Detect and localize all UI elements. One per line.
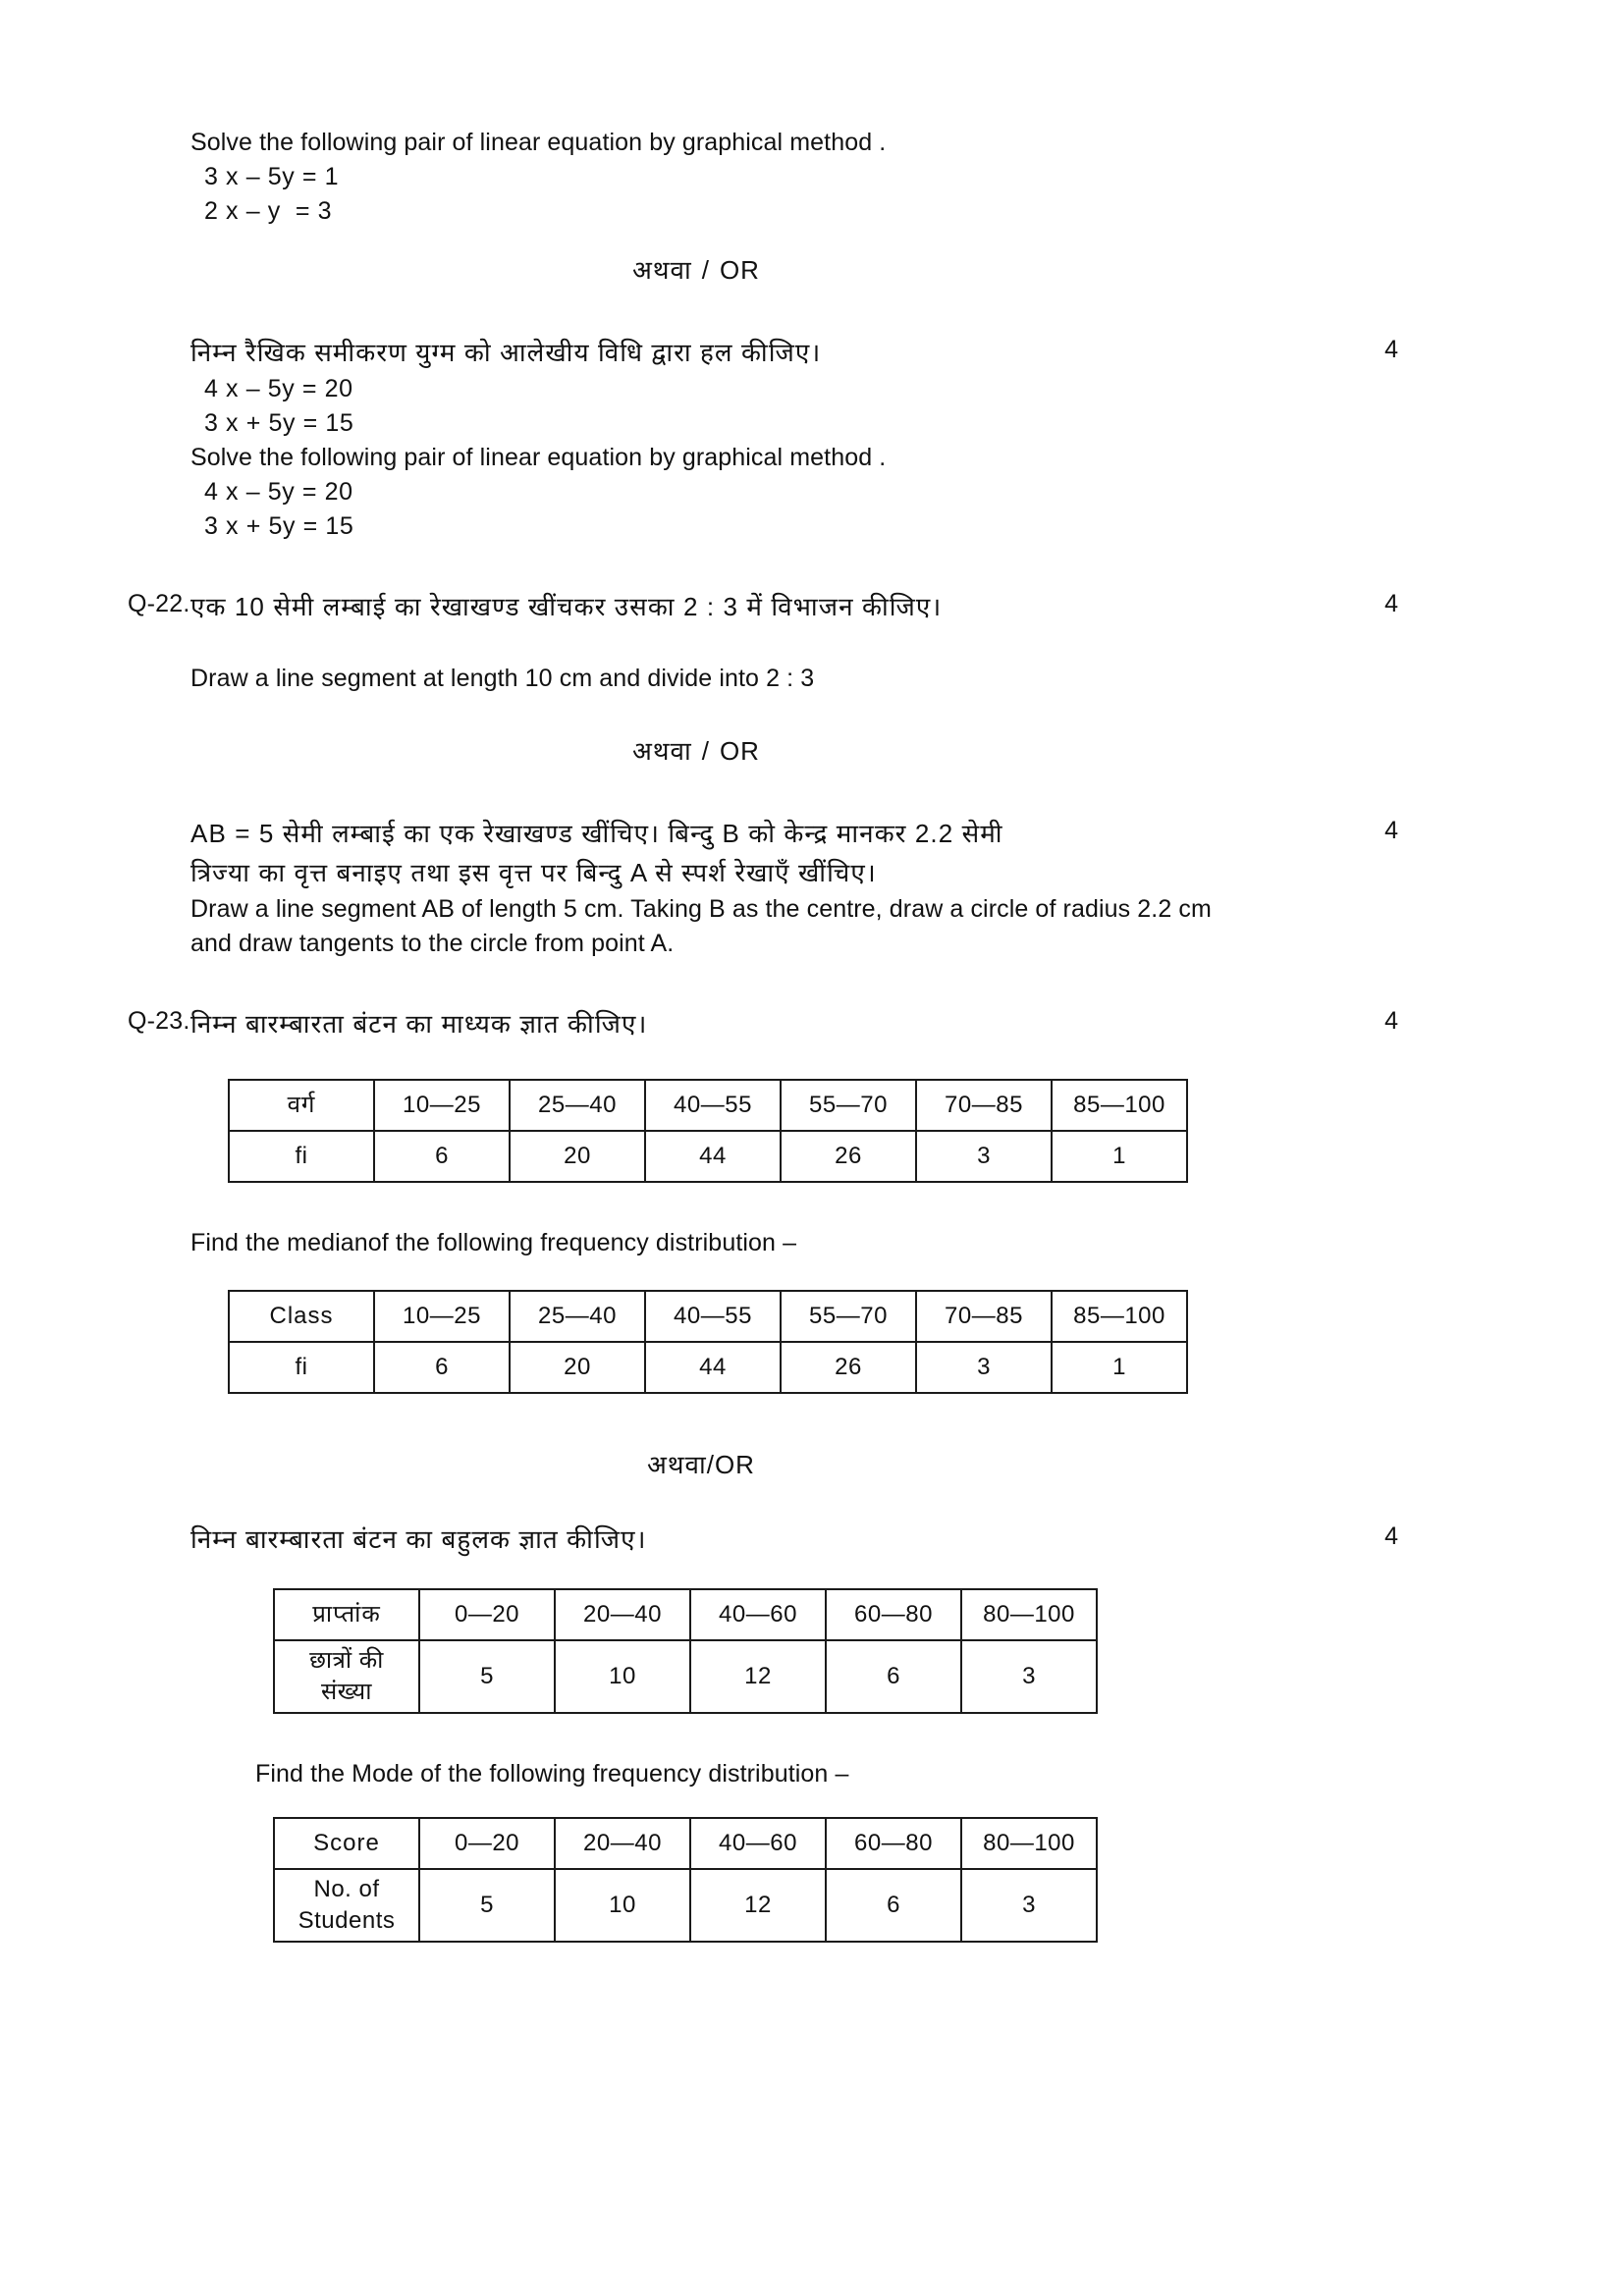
- mode-hindi-row-label-line1: छात्रों की: [309, 1647, 384, 1674]
- q21-english-prompt-row-2: [128, 441, 1404, 544]
- table-row: [229, 1291, 1187, 1342]
- or-hindi-label: अथवा: [647, 1450, 707, 1479]
- median-hindi-class-4: 70—85: [916, 1080, 1052, 1131]
- mode-hindi-class-3: 60—80: [826, 1589, 961, 1640]
- median-english-row-label: fi: [229, 1342, 374, 1393]
- mode-table-english: [273, 1817, 1098, 1943]
- q22-alt-english-row: [128, 892, 1404, 961]
- q23-english-row: [128, 1226, 1404, 1260]
- q21-equation-1b: 2 x – y = 3: [204, 197, 333, 225]
- or-separator-row-1: [128, 250, 1404, 290]
- mode-english-header-label: Score: [274, 1818, 419, 1869]
- median-hindi-header-label: वर्ग: [229, 1080, 374, 1131]
- q21-equation-1a: 3 x – 5y = 1: [204, 163, 340, 190]
- table-row: [274, 1818, 1097, 1869]
- or-english-label: OR: [714, 1450, 755, 1479]
- mode-english-class-0: 0—20: [419, 1818, 555, 1869]
- mode-hindi-row-label-line2: संख्या: [321, 1679, 372, 1705]
- q21-equation-3b: 3 x + 5y = 15: [204, 512, 354, 540]
- q23-alt-marks: 4: [1384, 1522, 1398, 1550]
- median-english-freq-0: 6: [374, 1342, 510, 1393]
- table-row: [229, 1080, 1187, 1131]
- median-hindi-class-5: 85—100: [1052, 1080, 1187, 1131]
- q22-hindi-text: एक 10 सेमी लम्बाई का रेखाखण्ड खींचकर उसका 2 : 3 में विभाजन कीजिए।: [190, 592, 943, 621]
- q23-alt-hindi-text: निम्न बारम्बारता बंटन का बहुलक ज्ञात कीजिए।: [190, 1524, 647, 1554]
- median-english-class-1: 25—40: [510, 1291, 645, 1342]
- median-english-class-3: 55—70: [781, 1291, 916, 1342]
- median-english-freq-3: 26: [781, 1342, 916, 1393]
- q21-equation-2a: 4 x – 5y = 20: [204, 375, 353, 402]
- median-table-english: [228, 1290, 1188, 1394]
- q22-marks: 4: [1384, 590, 1398, 617]
- q22-english-text: Draw a line segment at length 10 cm and divide into 2 : 3: [190, 665, 815, 692]
- mode-hindi-freq-1: 10: [555, 1640, 690, 1713]
- median-english-freq-4: 3: [916, 1342, 1052, 1393]
- q21-equation-row-2: [128, 372, 1404, 441]
- q22-hindi-row: [128, 587, 1404, 626]
- or-separator-2: [190, 731, 1320, 771]
- median-hindi-freq-3: 26: [781, 1131, 916, 1182]
- mode-table-hindi: [273, 1588, 1098, 1714]
- page-content: [128, 126, 1404, 1943]
- q23-english-text: Find the medianof the following frequency distribution –: [190, 1229, 797, 1256]
- median-english-class-5: 85—100: [1052, 1291, 1187, 1342]
- mode-english-row-label: [274, 1869, 419, 1942]
- table-row: [274, 1869, 1097, 1942]
- mode-english-class-3: 60—80: [826, 1818, 961, 1869]
- or-hindi-label: अथवा: [632, 736, 692, 766]
- q21-equation-row-1: [128, 160, 1404, 229]
- mode-english-row-label-line1: No. of: [313, 1876, 380, 1902]
- or-slash: /: [706, 1450, 715, 1479]
- q23-hindi-text: निम्न बारम्बारता बंटन का माध्यक ज्ञात कीजिए।: [190, 1009, 648, 1039]
- mode-english-class-2: 40—60: [690, 1818, 826, 1869]
- mode-hindi-class-4: 80—100: [961, 1589, 1097, 1640]
- median-english-freq-1: 20: [510, 1342, 645, 1393]
- median-hindi-freq-1: 20: [510, 1131, 645, 1182]
- median-table-hindi: [228, 1079, 1188, 1183]
- median-table-english-wrap: [228, 1290, 1404, 1394]
- table-row: [274, 1589, 1097, 1640]
- median-hindi-row-label: fi: [229, 1131, 374, 1182]
- q23-label: Q-23.: [128, 1007, 190, 1035]
- median-hindi-freq-2: 44: [645, 1131, 781, 1182]
- q22-alt-marks: 4: [1384, 817, 1398, 844]
- median-hindi-class-0: 10—25: [374, 1080, 510, 1131]
- median-hindi-freq-5: 1: [1052, 1131, 1187, 1182]
- mode-hindi-header-label: प्राप्तांक: [274, 1589, 419, 1640]
- q22-alt-english-line2: and draw tangents to the circle from point A.: [190, 930, 675, 957]
- q23-marks: 4: [1384, 1007, 1398, 1035]
- or-slash: /: [701, 255, 710, 285]
- median-english-header-label: Class: [229, 1291, 374, 1342]
- q22-alt-hindi-row: [128, 814, 1404, 892]
- or-english-label: OR: [719, 736, 760, 766]
- mode-english-freq-0: 5: [419, 1869, 555, 1942]
- or-separator-row-2: [128, 731, 1404, 771]
- table-row: [229, 1131, 1187, 1182]
- median-hindi-freq-4: 3: [916, 1131, 1052, 1182]
- or-separator-row-3: [128, 1445, 1404, 1484]
- q21-hindi-prompt-row: [128, 333, 1404, 372]
- q23-hindi-row: [128, 1004, 1404, 1043]
- or-slash: /: [701, 736, 710, 766]
- median-table-hindi-wrap: [228, 1079, 1404, 1183]
- mode-hindi-class-0: 0—20: [419, 1589, 555, 1640]
- q21-equation-2b: 3 x + 5y = 15: [204, 409, 354, 437]
- table-row: [229, 1342, 1187, 1393]
- q23-alt-hindi-row: [128, 1520, 1404, 1559]
- table-row: [274, 1640, 1097, 1713]
- median-english-class-0: 10—25: [374, 1291, 510, 1342]
- median-english-freq-2: 44: [645, 1342, 781, 1393]
- q23-alt-english-text: Find the Mode of the following frequency distribution –: [255, 1760, 849, 1788]
- median-hindi-class-3: 55—70: [781, 1080, 916, 1131]
- mode-table-hindi-wrap: [273, 1588, 1404, 1714]
- or-hindi-label: अथवा: [632, 255, 692, 285]
- median-hindi-class-2: 40—55: [645, 1080, 781, 1131]
- median-hindi-freq-0: 6: [374, 1131, 510, 1182]
- or-separator-1: [190, 250, 1320, 290]
- median-english-freq-5: 1: [1052, 1342, 1187, 1393]
- mode-hindi-class-1: 20—40: [555, 1589, 690, 1640]
- q22-alt-hindi-line1: AB = 5 सेमी लम्बाई का एक रेखाखण्ड खींचिए। बिन्दु B को केन्द्र मानकर 2.2 सेमी: [190, 819, 1003, 848]
- mode-english-freq-3: 6: [826, 1869, 961, 1942]
- q23-alt-english-row: [128, 1757, 1404, 1791]
- mode-english-freq-1: 10: [555, 1869, 690, 1942]
- mode-table-english-wrap: [273, 1817, 1404, 1943]
- median-hindi-class-1: 25—40: [510, 1080, 645, 1131]
- q22-alt-english-line1: Draw a line segment AB of length 5 cm. Taking B as the centre, draw a circle of radius 2.2 cm: [190, 895, 1212, 923]
- mode-english-freq-4: 3: [961, 1869, 1097, 1942]
- q22-alt-hindi-line2: त्रिज्या का वृत्त बनाइए तथा इस वृत्त पर बिन्दु A से स्पर्श रेखाएँ खींचिए।: [190, 858, 877, 887]
- q21-english-prompt-1: Solve the following pair of linear equation by graphical method .: [190, 129, 887, 156]
- mode-english-row-label-line2: Students: [298, 1907, 396, 1934]
- mode-hindi-freq-3: 6: [826, 1640, 961, 1713]
- mode-english-freq-2: 12: [690, 1869, 826, 1942]
- mode-hindi-freq-4: 3: [961, 1640, 1097, 1713]
- mode-english-class-4: 80—100: [961, 1818, 1097, 1869]
- q21-hindi-marks: 4: [1384, 336, 1398, 363]
- median-english-class-2: 40—55: [645, 1291, 781, 1342]
- or-separator-3: [190, 1445, 1320, 1484]
- mode-hindi-freq-0: 5: [419, 1640, 555, 1713]
- q21-equation-3a: 4 x – 5y = 20: [204, 478, 353, 506]
- q21-hindi-prompt: निम्न रैखिक समीकरण युग्म को आलेखीय विधि द्वारा हल कीजिए।: [190, 338, 822, 367]
- mode-hindi-row-label: [274, 1640, 419, 1713]
- mode-hindi-freq-2: 12: [690, 1640, 826, 1713]
- q21-english-prompt-2: Solve the following pair of linear equation by graphical method .: [190, 444, 887, 471]
- mode-hindi-class-2: 40—60: [690, 1589, 826, 1640]
- mode-english-class-1: 20—40: [555, 1818, 690, 1869]
- or-english-label: OR: [719, 255, 760, 285]
- median-english-class-4: 70—85: [916, 1291, 1052, 1342]
- q21-english-prompt-row: [128, 126, 1404, 160]
- q22-english-row: [128, 662, 1404, 696]
- q22-label: Q-22.: [128, 590, 190, 617]
